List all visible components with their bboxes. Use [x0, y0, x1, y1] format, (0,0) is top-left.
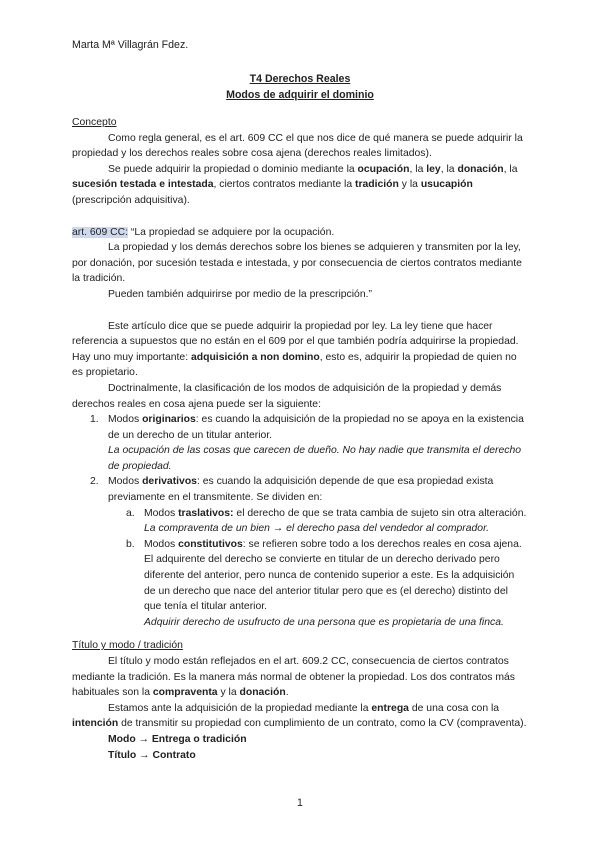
document-body	[72, 115, 528, 763]
document-title: T4 Derechos Reales	[249, 73, 351, 85]
section-heading-titulo: Título y modo / tradición	[72, 640, 183, 652]
example-text: La ocupación de las cosas que carecen de dueño. No hay nadie que transmita el derecho de propiedad.	[108, 445, 522, 472]
sublist-item: a. Modos traslativos: el derecho de que se trata cambia de sujeto sin otra alteración. La compraventa de un bien → el derecho pasa del vendedor al comprador.	[126, 506, 528, 537]
paragraph: Se puede adquirir la propiedad o dominio mediante la ocupación, la ley, la donación, la sucesión testada e intestada, ciertos contratos mediante la tradición y la usucapión (prescripción adquisitiva).	[72, 163, 518, 206]
list-item: 1. Modos originarios: es cuando la adquisición de la propiedad no se apoya en la existencia de un derecho de un titular anterior. La ocupación de las cosas que carecen de dueño. No hay nadie que transmita el derecho de propiedad.	[90, 412, 528, 474]
highlighted-article-label: art. 609 CC:	[72, 226, 129, 238]
list-item: 2. Modos derivativos: es cuando la adquisición depende de que esa propiedad exista previamente en el transmitente. Se dividen en:	[90, 476, 494, 504]
paragraph: Pueden también adquirirse por medio de la prescripción.”	[108, 288, 372, 300]
author-header: Marta Mª Villagrán Fdez.	[72, 39, 189, 51]
article-quote: art. 609 CC: “La propiedad se adquiere por la ocupación.	[72, 226, 335, 238]
paragraph: Como regla general, es el art. 609 CC el que nos dice de qué manera se puede adquirir la propiedad y los derechos reales sobre cosa ajena (derechos reales limitados).	[72, 132, 523, 160]
example-text: Adquirir derecho de usufructo de una persona que es propietaria de una finca.	[144, 616, 504, 628]
summary-line: Título → Contrato	[108, 749, 196, 761]
paragraph: El título y modo están reflejados en el art. 609.2 CC, consecuencia de ciertos contratos mediante la tradición. Es la manera más normal de obtener la propiedad. Los dos contratos más habituales son la compraventa y la donación.	[72, 656, 515, 699]
paragraph: La propiedad y los demás derechos sobre los bienes se adquieren y transmiten por la ley, por donación, por sucesión testada e intestada, y por consecuencia de ciertos contratos mediante la tradición.	[72, 242, 522, 285]
classification-list	[90, 412, 528, 630]
section-heading-concepto: Concepto	[72, 117, 117, 128]
document-subtitle: Modos de adquirir el dominio	[226, 89, 374, 101]
summary-line: Modo → Entrega o tradición	[108, 733, 247, 745]
paragraph: Doctrinalmente, la clasificación de los modos de adquisición de la propiedad y demás derechos reales en cosa ajena puede ser la siguiente:	[72, 382, 502, 410]
paragraph: Estamos ante la adquisición de la propiedad mediante la entrega de una cosa con la intención de transmitir su propiedad con cumplimiento de un contrato, como la CV (compraventa).	[72, 702, 527, 730]
page-number: 1	[297, 797, 303, 809]
example-text: La compraventa de un bien → el derecho pasa del vendedor al comprador.	[144, 523, 490, 535]
sublist-item: b. Modos constitutivos: se refieren sobre todo a los derechos reales en cosa ajena. El adquirente del derecho se convierte en titular de un derecho derivado pero diferente del anterior, pero nunca de contenido superior a este. Es la adquisición de un derecho que nace del anterior titular pero que es (el derecho) distinto del que tenía el titular anterior. Adquirir derecho de usufructo de una persona que es propietaria de una finca.	[126, 537, 528, 631]
paragraph: Este artículo dice que se puede adquirir la propiedad por ley. La ley tiene que hacer referencia a supuestos que no están en el 609 por el que también podría adquirirse la propiedad. Hay uno muy importante: adquisición a non domino, esto es, adquirir la propiedad de quien no es propietario.	[72, 320, 519, 379]
